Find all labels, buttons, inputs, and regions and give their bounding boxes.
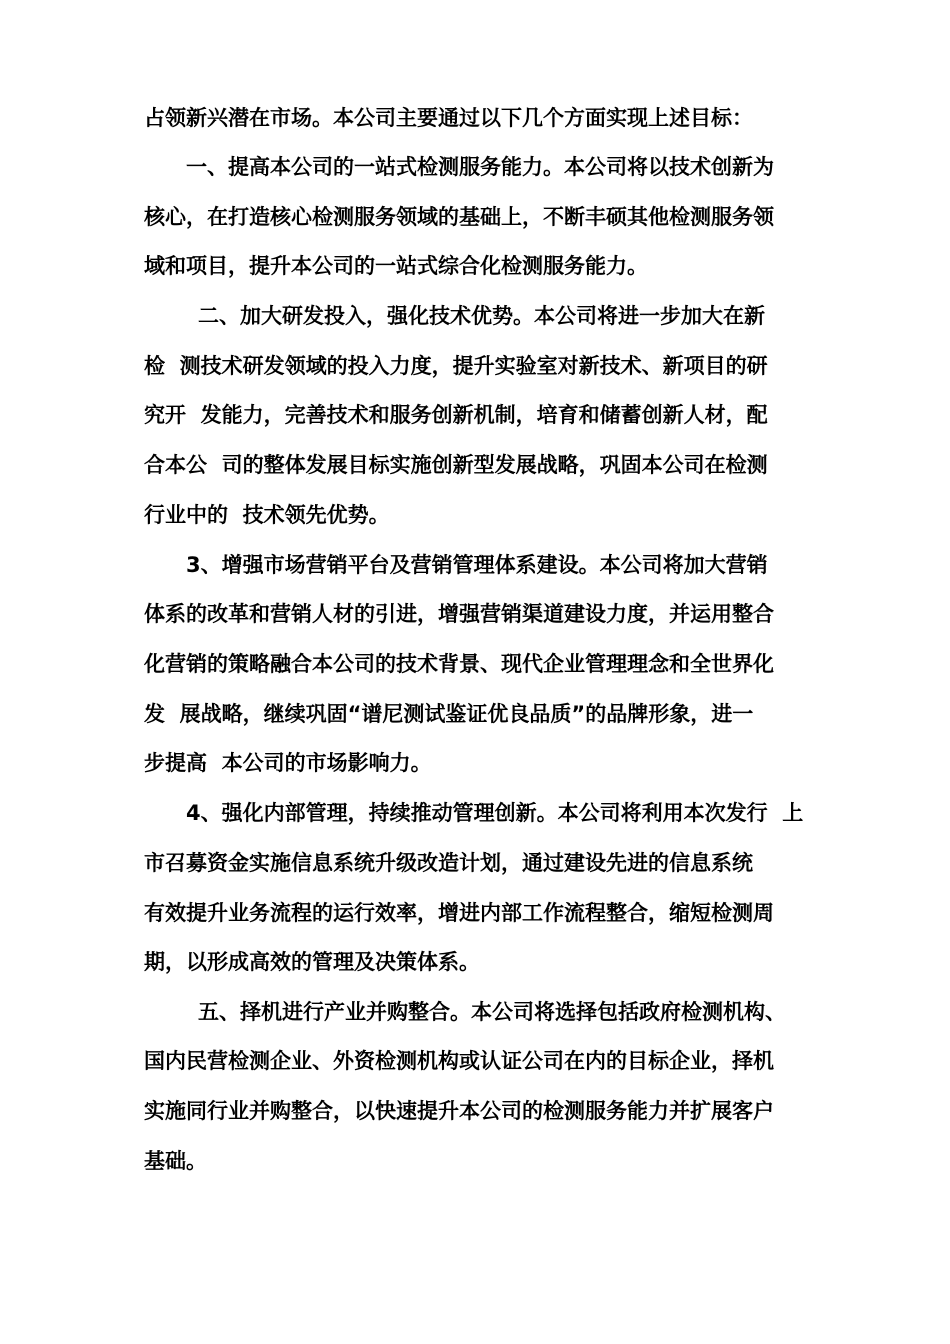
text-line: 二、加大研发投入，强化技术优势。本公司将进一步加大在新 bbox=[198, 304, 765, 328]
text-line: 一、提高本公司的一站式检测服务能力。本公司将以技术创新为 bbox=[186, 155, 774, 179]
text-line: 基础。 bbox=[144, 1149, 207, 1173]
text-line: 发 展战略，继续巩固“谱尼测试鉴证优良品质”的品牌形象，进一 bbox=[144, 702, 754, 726]
text-line: 步提高 本公司的市场影响力。 bbox=[144, 751, 432, 775]
text-line: 行业中的 技术领先优势。 bbox=[144, 503, 390, 527]
text-line: 核心，在打造核心检测服务领域的基础上，不断丰硕其他检测服务领 bbox=[144, 205, 774, 229]
text-line: 占领新兴潜在市场。本公司主要通过以下几个方面实现上述目标： bbox=[144, 106, 753, 130]
text-line: 域和项目，提升本公司的一站式综合化检测服务能力。 bbox=[144, 254, 648, 278]
text-line: 国内民营检测企业、外资检测机构或认证公司在内的目标企业，择机 bbox=[144, 1049, 774, 1073]
text-line: 化营销的策略融合本公司的技术背景、现代企业管理理念和全世界化 bbox=[144, 652, 774, 676]
text-line: 五、择机进行产业并购整合。本公司将选择包括政府检测机构、 bbox=[198, 1000, 786, 1024]
text-line: 合本公 司的整体发展目标实施创新型发展战略，巩固本公司在检测 bbox=[144, 453, 768, 477]
text-line: 实施同行业并购整合，以快速提升本公司的检测服务能力并扩展客户 bbox=[144, 1099, 774, 1123]
text-line: 检 测技术研发领域的投入力度，提升实验室对新技术、新项目的研 bbox=[144, 354, 768, 378]
text-line: 究开 发能力，完善技术和服务创新机制，培育和储蓄创新人材，配 bbox=[144, 403, 768, 427]
text-line: 期，以形成高效的管理及决策体系。 bbox=[144, 950, 480, 974]
text-line: 3、增强市场营销平台及营销管理体系建设。本公司将加大营销 bbox=[186, 553, 768, 577]
text-line: 体系的改革和营销人材的引进，增强营销渠道建设力度，并运用整合 bbox=[144, 602, 774, 626]
text-line: 有效提升业务流程的运行效率，增进内部工作流程整合，缩短检测周 bbox=[144, 901, 774, 925]
text-line: 市召募资金实施信息系统升级改造计划，通过建设先进的信息系统 bbox=[144, 851, 753, 875]
text-line: 4、强化内部管理，持续推动管理创新。本公司将利用本次发行 上 bbox=[186, 801, 804, 825]
